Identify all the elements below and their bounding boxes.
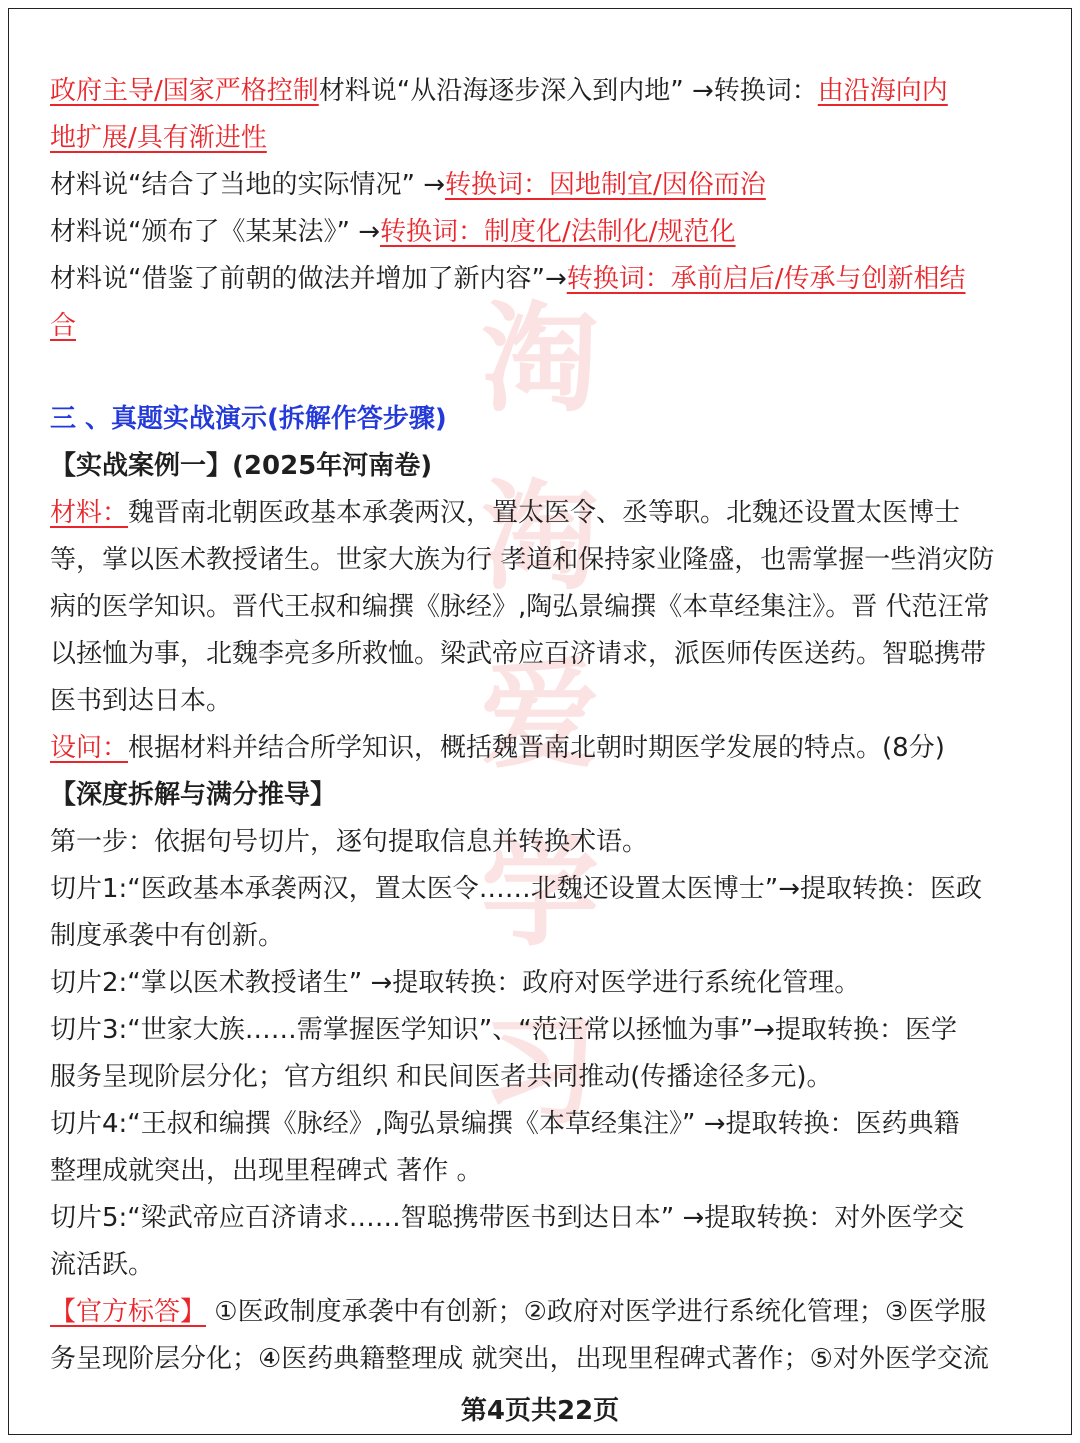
section1-line-3 [50,168,1030,202]
case-title: 【实战案例一】(2025年河南卷) [50,451,433,481]
section1-line-5 [50,262,1030,296]
step-line-6: 服务呈现阶层分化；官方组织 和民间医者共同推动(传播途径多元)。 [50,1062,833,1092]
body-text: 材料说“借鉴了前朝的做法并增加了新内容”→ [50,264,567,294]
analysis-title: 【深度拆解与满分推导】 [50,780,337,810]
keyword-red: 政府主导/国家严格控制 [50,76,319,106]
keyword-red: 地扩展/具有渐进性 [50,123,267,153]
answer-label: 【官方标答】 [50,1297,207,1327]
step-line-4: 切片2:“掌以医术教授诸生” →提取转换：政府对医学进行系统化管理。 [50,968,861,998]
step-line-1: 第一步：依据句号切片，逐句提取信息并转换术语。 [50,827,649,857]
step-line-3: 制度承袭中有创新。 [50,921,285,951]
body-text: 材料说“结合了当地的实际情况” → [50,170,445,200]
material-line-3: 病的医学知识。晋代王叔和编撰《脉经》,陶弘景编撰《本草经集注》。晋 代范汪常 [50,592,990,622]
step-line-8: 整理成就突出，出现里程碑式 著作 。 [50,1156,483,1186]
keyword-red: 转换词：承前启后/传承与创新相结 [566,264,966,294]
section1-line-1 [50,74,1030,108]
step-line-10: 流活跃。 [50,1250,155,1280]
section1-line-4 [50,215,1030,249]
material-line-5: 医书到达日本。 [50,686,233,716]
question-line: 设问：根据材料并结合所学知识，概括魏晋南北朝时期医学发展的特点。(8分) [50,733,945,763]
answer-line-1: 【官方标答】 ①医政制度承袭中有创新；②政府对医学进行系统化管理；③医学服 [50,1297,987,1327]
answer-line-2: 务呈现阶层分化；④医药典籍整理成 就突出，出现里程碑式著作；⑤对外医学交流 [50,1344,989,1374]
watermark: 淘 淘 爱 学 习 [480,290,599,1140]
step-line-9: 切片5:“梁武帝应百济请求……智聪携带医书到达日本” →提取转换：对外医学交 [50,1203,965,1233]
body-text: 材料说“颁布了《某某法》” → [50,217,380,247]
section1-line-6 [50,309,1030,343]
question-label: 设问： [50,733,129,763]
keyword-red: 转换词：制度化/法制化/规范化 [380,217,736,247]
material-line-2: 等，掌以医术教授诸生。世家大族为行 孝道和保持家业隆盛，也需掌握一些消灾防 [50,545,995,575]
step-line-2: 切片1:“医政基本承袭两汉，置太医令……北魏还设置太医博士”→提取转换：医政 [50,874,983,904]
section1-line-2 [50,121,1030,155]
material-line-4: 以拯恤为事，北魏李亮多所救恤。梁武帝应百济请求，派医师传医送药。智聪携带 [50,639,987,669]
body-text: 材料说“从沿海逐步深入到内地” →转换词： [318,76,818,106]
step-line-7: 切片4:“王叔和编撰《脉经》,陶弘景编撰《本草经集注》” →提取转换：医药典籍 [50,1109,960,1139]
material-label: 材料： [50,498,129,528]
step-line-5: 切片3:“世家大族……需掌握医学知识”、“范汪常以拯恤为事”→提取转换：医学 [50,1015,957,1045]
section-heading: 三 、真题实战演示(拆解作答步骤) [50,404,447,434]
keyword-red: 转换词：因地制宜/因俗而治 [445,170,766,200]
keyword-red: 合 [50,311,77,341]
material-line-1: 材料：魏晋南北朝医政基本承袭两汉，置太医令、丞等职。北魏还设置太医博士 [50,498,961,528]
page-number: 第4页共22页 [460,1396,620,1426]
keyword-red: 由沿海向内 [817,76,948,106]
